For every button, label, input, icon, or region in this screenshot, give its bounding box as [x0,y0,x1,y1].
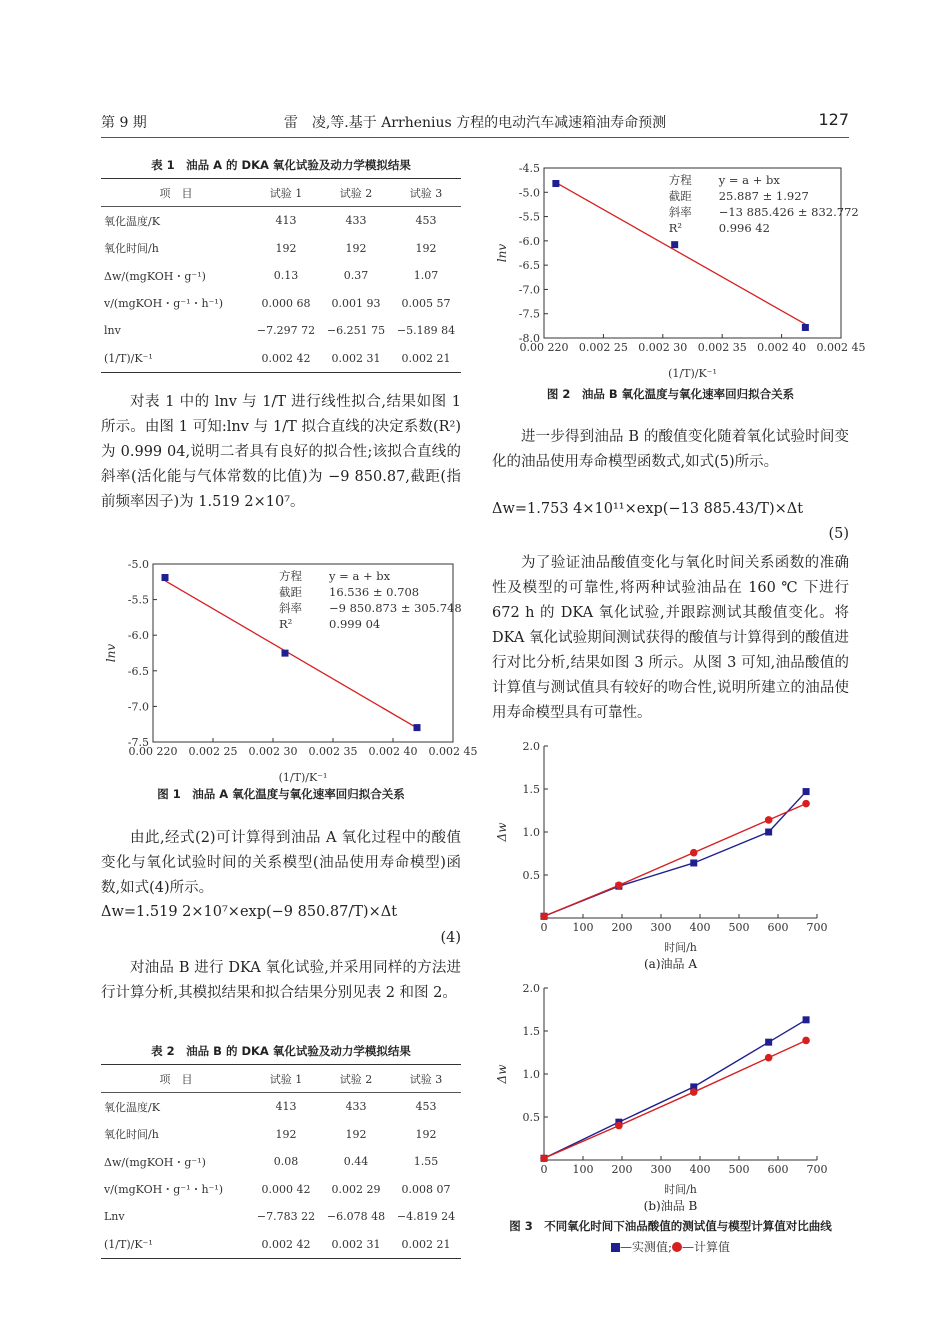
table-row [101,207,461,235]
chart-fig2-data-point [552,180,559,187]
table-row [101,1203,461,1231]
table-cell: 0.005 57 [401,296,451,310]
table-cell: 氧化时间/h [104,1128,159,1142]
table-cell: 氧化时间/h [104,242,159,256]
chart-fig2-annotation-key: 截距 [668,189,692,203]
chart-fig3b-x-tick-label: 100 [572,1163,594,1176]
chart-fig3b-calc-point [802,1037,810,1045]
chart-fig1-y-tick-label: -5.5 [127,593,149,607]
paragraph-text: 为了验证油品酸值变化与氧化时间关系函数的准确性及模型的可靠性,将两种试验油品在 160 ℃ 下进行 672 h 的 DKA 氧化试验,并跟踪测试其酸值变化。将 DKA 氧化试验期间测试获得的酸值与计算得到的酸值进行对比分析,结果如图 3 所示。从图 3 可知,油品酸值的计算值与测试值具有较好的吻合性,说明所建立的油品使用寿命模型具有可靠性。 [492,555,849,721]
chart-fig3a-y-tick-label: 2.0 [522,740,540,753]
chart-fig3a-y-tick-label: 1.5 [522,783,540,796]
table-cell: v/(mgKOH・g⁻¹・h⁻¹) [104,1183,224,1197]
chart-fig2-y-tick-label: -7.0 [518,283,540,297]
chart-fig2-y-tick-label: -8.0 [518,332,540,345]
chart-fig3b-y-axis-label: Δw [495,1064,509,1084]
table-cell: 氧化温度/K [104,1100,160,1114]
equation-5: Δw=1.753 4×10¹¹×exp(−13 885.43/T)×Δt [492,501,804,517]
legend-calc-label: —计算值 [682,1240,731,1254]
chart-fig3a-x-tick-label: 100 [572,921,594,934]
chart-fig2-x-tick-label: 0.002 30 [638,341,688,354]
table-cell: 192 [345,1127,367,1141]
table-cell: 0.08 [273,1155,299,1169]
running-title: 雷 凌,等.基于 Arrhenius 方程的电动汽车减速箱油寿命预测 [283,115,667,131]
chart-fig1-x-tick-label: 0.002 25 [188,745,238,758]
chart-fig3a-calc-point [802,800,810,808]
chart-fig3a-y-axis-label: Δw [495,822,509,842]
chart-fig3b-y-tick-label: 2.0 [522,982,540,995]
issue-number: 第 9 期 [101,115,147,131]
table-cell: 192 [275,1127,297,1141]
table-cell: 0.002 42 [251,345,321,373]
chart-fig1-y-axis-label: lnv [104,643,118,663]
table1-header: 试验 3 [391,179,461,207]
table-cell: 453 [415,1100,437,1114]
chart-fig1-y-tick-label: -6.0 [127,629,149,643]
chart-fig2-y-tick-label: -7.5 [518,307,540,321]
chart-fig3b-calc-point [765,1054,773,1062]
chart-fig1-x-tick-label: 0.002 45 [428,745,478,758]
equation-4: Δw=1.519 2×10⁷×exp(−9 850.87/T)×Δt [101,904,398,920]
chart-fig3a-y-tick-label: 1.0 [522,826,540,839]
figure-3a-chart [492,736,849,954]
table1-header-row [101,179,461,207]
chart-fig3a-y-tick-label: 0.5 [522,869,540,882]
chart-fig3b-x-axis-label: 时间/h [664,1183,697,1196]
chart-fig3a-x-tick-label: 200 [611,921,633,934]
chart-fig2-fit-line [556,183,805,325]
chart-fig1-y-tick-label: -7.5 [127,736,149,749]
paragraph-text: 对表 1 中的 lnv 与 1/T 进行线性拟合,结果如图 1 所示。由图 1 可知:lnv 与 1/T 拟合直线的决定系数(R²)为 0.999 04,说明二者具有良好的拟合性;该拟合直线的斜率(活化能与气体常数的比值)为 −9 850.87,截距(指前频率因子)为 1.519 2×10⁷。 [101,394,461,510]
paragraph-fit-a [101,390,461,515]
table2-caption: 表 2 油品 B 的 DKA 氧化试验及动力学模拟结果 [151,1044,411,1058]
chart-fig3b-y-tick-label: 1.5 [522,1025,540,1038]
running-header [101,112,849,136]
table-cell: Δw/(mgKOH・g⁻¹) [104,1155,206,1169]
equation-4-number: (4) [440,930,461,946]
paragraph-text: 由此,经式(2)可计算得到油品 A 氧化过程中的酸值变化与氧化试验时间的关系模型(油品使用寿命模型)函数,如式(4)所示。 [101,830,461,896]
chart-fig1-data-point [282,650,289,657]
chart-fig2-y-tick-label: -5.0 [518,186,540,200]
paragraph-oil-b [101,956,461,1006]
table-cell: −7.297 72 [256,324,316,338]
chart-fig3b-calc-point [690,1088,698,1096]
table-cell: v/(mgKOH・g⁻¹・h⁻¹) [104,297,224,311]
table-cell: 413 [275,1100,297,1114]
table-cell: 0.002 42 [251,1231,321,1259]
chart-fig2-y-tick-label: -6.0 [518,234,540,248]
chart-fig3a-measured-point [690,859,697,866]
table2-header: 试验 3 [391,1065,461,1093]
figure-1-chart [101,554,478,784]
chart-fig2-annotation-value: 0.996 42 [718,221,770,235]
legend-square-icon [611,1243,620,1252]
paragraph-text: 对油品 B 进行 DKA 氧化试验,并采用同样的方法进行计算分析,其模拟结果和拟合结果分别见表 2 和图 2。 [101,960,461,1001]
table-cell: Lnv [104,1210,125,1224]
table-row [101,1231,461,1259]
paragraph-validation [492,551,849,726]
table-cell: 0.000 42 [261,1182,311,1196]
table-cell: 192 [275,241,297,255]
chart-fig3a-x-tick-label: 500 [728,921,750,934]
table2-header: 项 目 [101,1065,251,1093]
chart-fig3a-x-tick-label: 400 [689,921,711,934]
table-row [101,290,461,318]
chart-fig2-x-tick-label: 0.00 220 [519,341,569,354]
table-cell: lnv [104,324,121,338]
chart-fig3a-calc-point [765,816,773,824]
chart-fig2-annotation-value: −13 885.426 ± 832.772 [718,205,859,219]
chart-fig2-y-tick-label: -5.5 [518,210,540,224]
legend-circle-icon [672,1242,682,1252]
table-cell: −6.078 48 [326,1210,386,1224]
chart-fig3b-x-tick-label: 500 [728,1163,750,1176]
figure-3b-label: (b)油品 B [643,1199,698,1213]
chart-fig2-y-axis-label: lnv [495,243,509,263]
chart-fig2-data-point [802,324,809,331]
table-cell: 0.002 31 [321,345,391,373]
table-cell: 0.008 07 [401,1182,451,1196]
chart-fig3b-x-tick-label: 200 [611,1163,633,1176]
chart-fig3a-x-tick-label: 700 [806,921,828,934]
chart-fig3b-x-tick-label: 600 [767,1163,789,1176]
chart-fig2-data-point [671,241,678,248]
table-cell: (1/T)/K⁻¹ [101,1231,251,1259]
table-cell: 1.07 [413,269,439,283]
chart-fig3a-x-tick-label: 600 [767,921,789,934]
table-cell: 0.000 68 [261,296,311,310]
figure-3-legend [492,1238,849,1255]
chart-fig2-x-tick-label: 0.002 25 [578,341,628,354]
table2-header-row [101,1065,461,1093]
figure-1-caption: 图 1 油品 A 氧化温度与氧化速率回归拟合关系 [157,787,405,801]
chart-fig1-data-point [162,574,169,581]
chart-fig2-annotation-value: y = a + bx [718,173,780,187]
chart-fig1-x-tick-label: 0.002 35 [308,745,358,758]
chart-fig1-annotation-key: 方程 [279,569,302,583]
chart-fig2-x-tick-label: 0.002 40 [757,341,807,354]
page-number: 127 [818,110,849,129]
table-cell: 0.44 [343,1155,369,1169]
figure-3a-label: (a)油品 A [644,957,697,971]
chart-fig3b-measured-point [765,1039,772,1046]
figure-3b-chart [492,978,849,1196]
table-cell: 氧化温度/K [104,214,160,228]
chart-fig3a-calc-point [540,912,548,920]
chart-fig3a-x-tick-label: 300 [650,921,672,934]
chart-fig3b-x-tick-label: 400 [689,1163,711,1176]
equation-5-number: (5) [828,526,849,542]
chart-fig2-x-axis-label: (1/T)/K⁻¹ [668,367,717,380]
table-cell: 0.002 21 [391,345,461,373]
chart-fig3b-x-tick-label: 300 [650,1163,672,1176]
table1-header: 试验 1 [251,179,321,207]
figure-3-caption: 图 3 不同氧化时间下油品酸值的测试值与模型计算值对比曲线 [509,1219,832,1233]
chart-fig1-x-axis-label: (1/T)/K⁻¹ [278,771,328,784]
chart-fig1-x-tick-label: 0.00 220 [128,745,178,758]
table2 [101,1064,461,1259]
table-cell: 413 [275,214,297,228]
chart-fig3b-x-tick-label: 0 [540,1163,548,1176]
table-cell: 192 [345,241,367,255]
table-row [101,1148,461,1176]
chart-fig2-annotation-key: 斜率 [668,205,692,219]
chart-fig1-y-tick-label: -5.0 [127,558,149,571]
table-cell: 192 [415,241,437,255]
chart-fig1-x-tick-label: 0.002 40 [368,745,418,758]
table1-header: 项 目 [101,179,251,207]
chart-fig3a-measured-point [803,788,810,795]
table-cell: 453 [415,214,437,228]
table-cell: 1.55 [413,1155,439,1169]
table-cell: 192 [415,1127,437,1141]
chart-fig1-annotation-value: y = a + bx [329,569,391,583]
chart-fig1-y-tick-label: -6.5 [127,664,149,678]
table2-header: 试验 2 [321,1065,391,1093]
chart-fig1-annotation-value: 0.999 04 [329,617,381,631]
legend-measured-label: —实测值; [619,1240,673,1254]
table1-caption: 表 1 油品 A 的 DKA 氧化试验及动力学模拟结果 [151,158,411,172]
chart-fig2-y-tick-label: -6.5 [518,259,540,273]
table-cell: 0.13 [273,269,299,283]
figure-2-chart [492,158,866,380]
chart-fig1-annotation-key: 斜率 [279,601,302,615]
chart-fig3b-x-tick-label: 700 [806,1163,828,1176]
chart-fig3a-measured-point [765,829,772,836]
table-cell: −5.189 84 [396,324,456,338]
table-cell: −6.251 75 [326,324,386,338]
chart-fig1-annotation-key: R² [279,617,293,631]
table1-header: 试验 2 [321,179,391,207]
chart-fig3a-x-axis-label: 时间/h [664,941,697,954]
chart-fig3a-calc-point [615,882,623,890]
table-cell: 0.001 93 [331,296,381,310]
chart-fig3a-series-line-square [544,792,806,917]
chart-fig1-annotation-key: 截距 [279,585,302,599]
chart-fig3b-y-tick-label: 0.5 [522,1111,540,1124]
chart-fig2-annotation-key: R² [668,221,683,235]
table-row [101,345,461,373]
chart-fig2-x-tick-label: 0.002 35 [697,341,747,354]
table-cell: 0.002 29 [331,1182,381,1196]
chart-fig3a-calc-point [690,849,698,857]
chart-fig1-x-tick-label: 0.002 30 [248,745,298,758]
chart-fig1-annotation-value: −9 850.873 ± 305.748 [329,601,462,615]
table-cell: (1/T)/K⁻¹ [101,345,251,373]
chart-fig2-y-tick-label: -4.5 [518,162,540,175]
table-cell: Δw/(mgKOH・g⁻¹) [104,269,206,283]
chart-fig2-annotation-value: 25.887 ± 1.927 [718,189,809,203]
table-cell: −4.819 24 [396,1210,456,1224]
table-row [101,235,461,263]
table-cell: 433 [345,214,367,228]
table-row [101,1121,461,1149]
chart-fig3b-y-tick-label: 1.0 [522,1068,540,1081]
chart-fig3b-calc-point [540,1154,548,1162]
table-cell: 0.002 31 [321,1231,391,1259]
table-row [101,1176,461,1204]
table1 [101,178,461,373]
table-row [101,1093,461,1121]
chart-fig3b-measured-point [803,1016,810,1023]
table-cell: 0.37 [343,269,369,283]
table-cell: −7.783 22 [256,1210,316,1224]
chart-fig3a-x-tick-label: 0 [540,921,548,934]
chart-fig1-data-point [414,724,421,731]
paragraph-text: 进一步得到油品 B 的酸值变化随着氧化试验时间变化的油品使用寿命模型函数式,如式(5)所示。 [492,429,849,470]
table-row [101,317,461,345]
chart-fig1-y-tick-label: -7.0 [127,700,149,714]
chart-fig1-annotation-value: 16.536 ± 0.708 [329,585,420,599]
header-rule [101,137,849,138]
table-cell: 0.002 21 [391,1231,461,1259]
table2-header: 试验 1 [251,1065,321,1093]
chart-fig2-annotation-key: 方程 [668,173,692,187]
table-cell: 433 [345,1100,367,1114]
chart-fig3b-calc-point [615,1122,623,1130]
paragraph-model-a [101,826,461,901]
paragraph-model-b [492,425,849,475]
chart-fig2-x-tick-label: 0.002 45 [816,341,866,354]
figure-2-caption: 图 2 油品 B 氧化温度与氧化速率回归拟合关系 [546,387,795,401]
table-row [101,262,461,290]
